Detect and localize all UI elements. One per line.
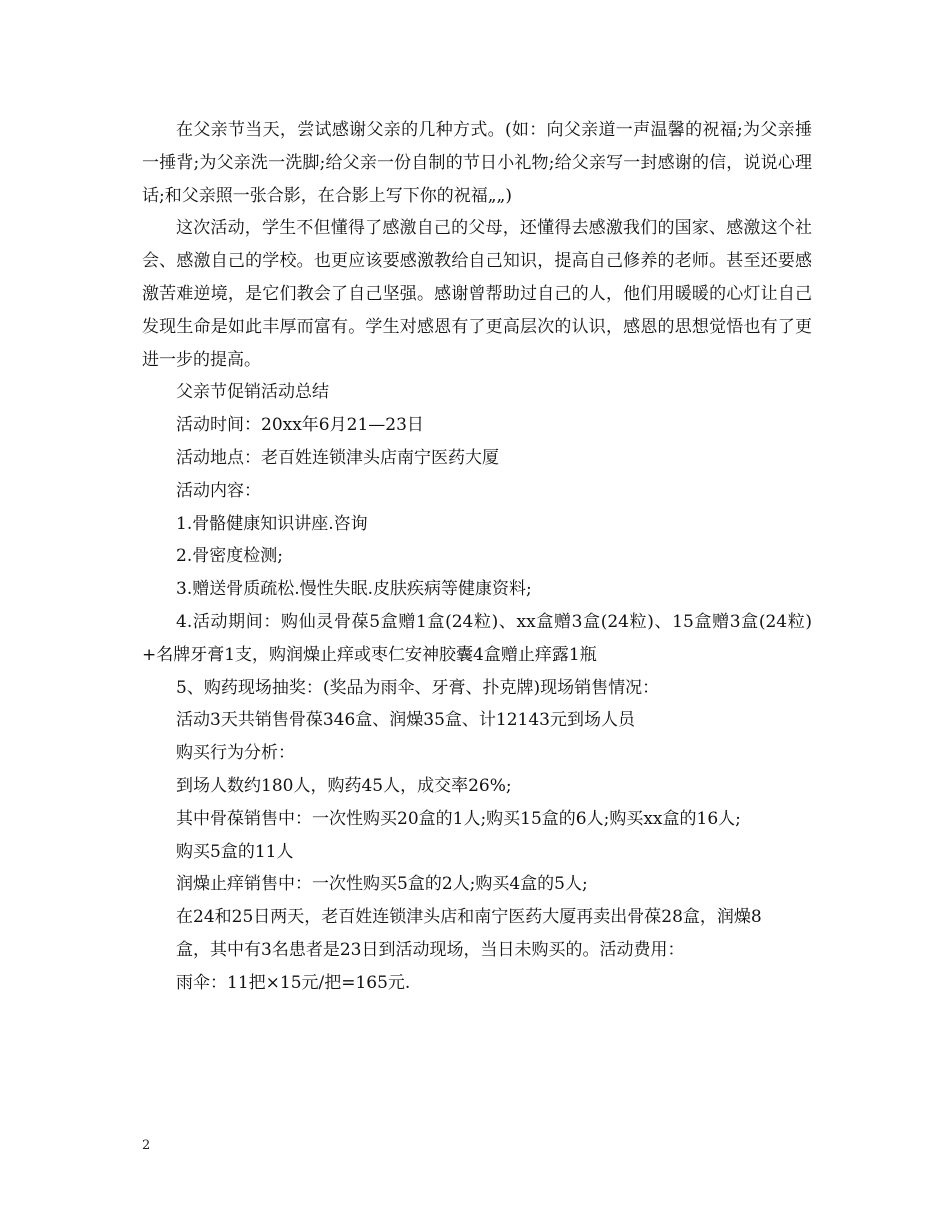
list-item-content-4: 4.活动期间：购仙灵骨葆5盒赠1盒(24粒)、xx盒赠3盒(24粒)、15盒赠3盒(24粒)+名牌牙膏1支，购润燥止痒或枣仁安神胶囊4盒赠止痒露1瓶 <box>142 611 812 665</box>
paragraph-activity-time: 活动时间：20xx年6月21—23日 <box>176 415 424 436</box>
paragraph-followup-sales-continued: 盒，其中有3名患者是23日到活动现场，当日未购买的。活动费用： <box>176 939 685 960</box>
paragraph-umbrella-cost: 雨伞：11把×15元/把=165元. <box>176 972 411 993</box>
paragraph-followup-sales: 在24和25日两天，老百姓连锁津头店和南宁医药大厦再卖出骨葆28盒，润燥8 <box>176 907 762 928</box>
paragraph-sales-total: 活动3天共销售骨葆346盒、润燥35盒、计12143元到场人员 <box>176 710 635 731</box>
paragraph-attendance: 到场人数约180人，购药45人，成交率26%; <box>176 775 512 796</box>
paragraph-activity-location: 活动地点：老百姓连锁津头店南宁医药大厦 <box>176 447 499 468</box>
paragraph-thanks-methods: 在父亲节当天，尝试感谢父亲的几种方式。(如：向父亲道一声温馨的祝福;为父亲捶一捶背;为父亲洗一洗脚;给父亲一份自制的节日小礼物;给父亲写一封感谢的信，说说心理话;和父亲照一张合影，在合影上写下你的祝福„„) <box>142 120 812 206</box>
document-body <box>142 114 812 1000</box>
paragraph-gubao-sales: 其中骨葆销售中：一次性购买20盒的1人;购买15盒的6人;购买xx盒的16人; <box>176 808 741 829</box>
list-item-content-1: 1.骨骼健康知识讲座.咨询 <box>176 513 368 534</box>
paragraph-activity-reflection: 这次活动，学生不但懂得了感激自己的父母，还懂得去感激我们的国家、感激这个社会、感激自己的学校。也更应该要感激教给自己知识，提高自己修养的老师。甚至还要感激苦难逆境，是它们教会了自己坚强。感谢曾帮助过自己的人，他们用暖暖的心灯让自己发现生命是如此丰厚而富有。学生对感恩有了更高层次的认识，感恩的思想觉悟也有了更进一步的提高。 <box>142 218 812 370</box>
paragraph-gubao-five-boxes: 购买5盒的11人 <box>176 841 294 862</box>
list-item-content-3: 3.赠送骨质疏松.慢性失眠.皮肤疾病等健康资料; <box>176 579 532 600</box>
section-title-promotion-summary: 父亲节促销活动总结 <box>176 382 329 403</box>
paragraph-activity-content-heading: 活动内容： <box>176 480 261 501</box>
list-item-content-5: 5、购药现场抽奖：(奖品为雨伞、牙膏、扑克牌)现场销售情况： <box>176 677 660 698</box>
page-number: 2 <box>142 1138 151 1153</box>
paragraph-behavior-analysis-heading: 购买行为分析： <box>176 743 295 764</box>
list-item-content-2: 2.骨密度检测; <box>176 546 283 567</box>
paragraph-runzao-sales: 润燥止痒销售中：一次性购买5盒的2人;购买4盒的5人; <box>176 874 588 895</box>
